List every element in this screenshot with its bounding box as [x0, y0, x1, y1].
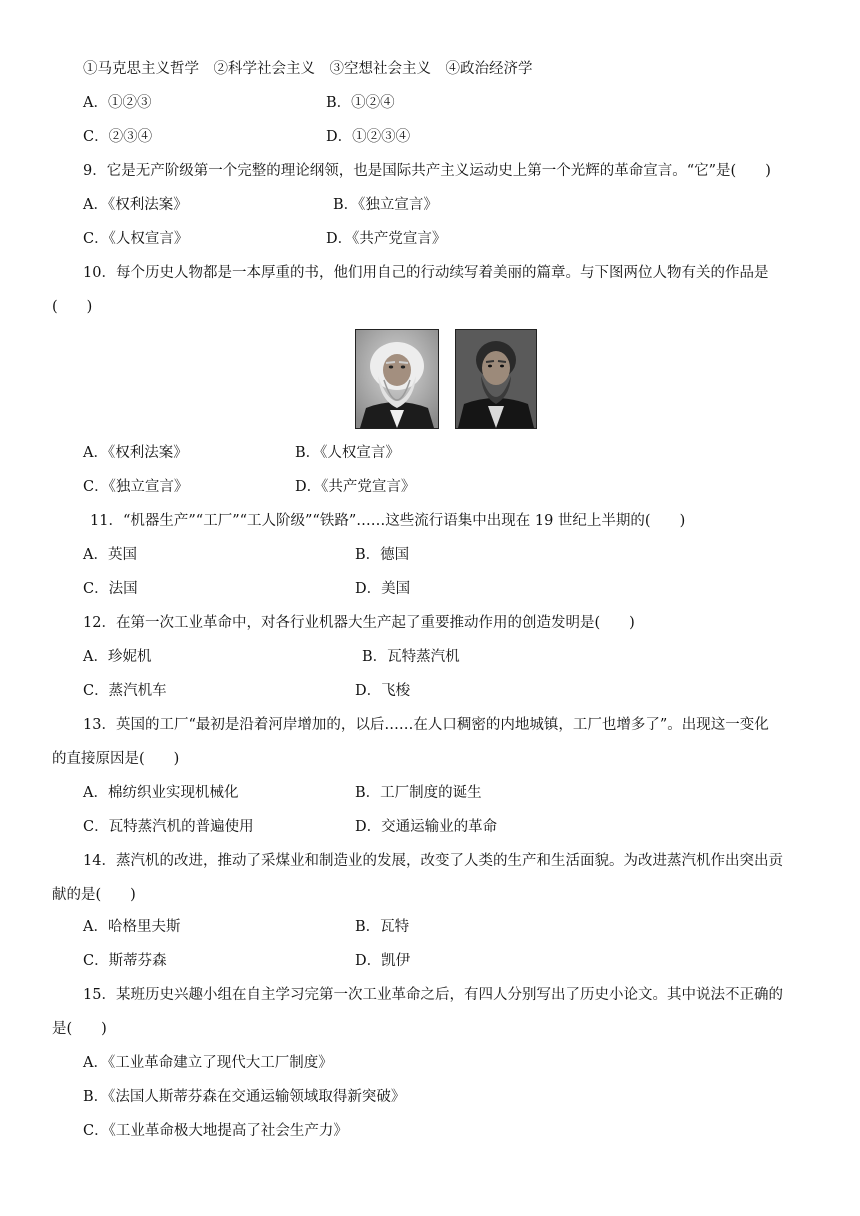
q15-stem-line2: 是( ): [52, 1021, 107, 1037]
q13-stem-line1: 13．英国的工厂“最初是沿着河岸增加的，以后……在人口稠密的内地城镇，工厂也增多了”。出现这一变化: [83, 717, 769, 733]
q15-stem-line1: 15．某班历史兴趣小组在自主学习完第一次工业革命之后，有四人分别写出了历史小论文。其中说法不正确的: [83, 987, 783, 1003]
q10-stem-line1: 10．每个历史人物都是一本厚重的书，他们用自己的行动续写着美丽的篇章。与下图两位人物有关的作品是: [83, 265, 769, 281]
q14-stem-line1: 14．蒸汽机的改进，推动了采煤业和制造业的发展，改变了人类的生产和生活面貌。为改进蒸汽机作出突出贡: [83, 853, 783, 869]
q15-option-b: B．《法国人斯蒂芬森在交通运输领域取得新突破》: [83, 1089, 406, 1105]
q14-option-b: B．瓦特: [355, 919, 410, 935]
q9-stem: 9．它是无产阶级第一个完整的理论纲领，也是国际共产主义运动史上第一个光辉的革命宣言。“它”是( ): [83, 163, 771, 179]
q14-option-a: A．哈格里夫斯: [83, 919, 181, 935]
q13-option-a: A．棉纺织业实现机械化: [83, 785, 239, 801]
q12-stem: 12．在第一次工业革命中，对各行业机器大生产起了重要推动作用的创造发明是( ): [83, 615, 635, 631]
q8-option-a: A．①②③: [83, 95, 152, 111]
q12-option-d: D．飞梭: [355, 683, 411, 699]
q12-option-a: A．珍妮机: [83, 649, 152, 665]
q12-option-c: C．蒸汽机车: [83, 683, 167, 699]
q10-option-a: A．《权利法案》: [83, 445, 188, 461]
q13-option-b: B．工厂制度的诞生: [355, 785, 482, 801]
q8-items: ①马克思主义哲学 ②科学社会主义 ③空想社会主义 ④政治经济学: [83, 61, 533, 77]
q14-stem-line2: 献的是( ): [52, 887, 136, 903]
q9-option-d: D．《共产党宣言》: [326, 231, 447, 247]
q10-option-b: B．《人权宣言》: [295, 445, 400, 461]
q11-option-a: A．英国: [83, 547, 137, 563]
q10-option-c: C．《独立宣言》: [83, 479, 189, 495]
q15-option-c: C．《工业革命极大地提高了社会生产力》: [83, 1123, 348, 1139]
q14-option-d: D．凯伊: [355, 953, 411, 969]
q11-stem: 11．“机器生产”“工厂”“工人阶级”“铁路”……这些流行语集中出现在 19 世纪上半期的( ): [90, 513, 686, 529]
q11-option-c: C．法国: [83, 581, 138, 597]
q9-option-c: C．《人权宣言》: [83, 231, 189, 247]
q9-option-a: A．《权利法案》: [83, 197, 188, 213]
q10-option-d: D．《共产党宣言》: [295, 479, 416, 495]
q13-stem-line2: 的直接原因是( ): [52, 751, 180, 767]
q11-option-b: B．德国: [355, 547, 410, 563]
q10-stem-line2: ( ): [52, 299, 93, 315]
q15-option-a: A．《工业革命建立了现代大工厂制度》: [83, 1055, 333, 1071]
q13-option-d: D．交通运输业的革命: [355, 819, 498, 835]
q12-option-b: B．瓦特蒸汽机: [362, 649, 460, 665]
portrait-photo-right: [455, 329, 537, 429]
q8-option-c: C．②③④: [83, 129, 153, 145]
q14-option-c: C．斯蒂芬森: [83, 953, 167, 969]
q13-option-c: C．瓦特蒸汽机的普遍使用: [83, 819, 254, 835]
portrait-photo-left: [355, 329, 439, 429]
q8-option-b: B．①②④: [326, 95, 395, 111]
q9-option-b: B．《独立宣言》: [333, 197, 438, 213]
q8-option-d: D．①②③④: [326, 129, 411, 145]
q11-option-d: D．美国: [355, 581, 411, 597]
